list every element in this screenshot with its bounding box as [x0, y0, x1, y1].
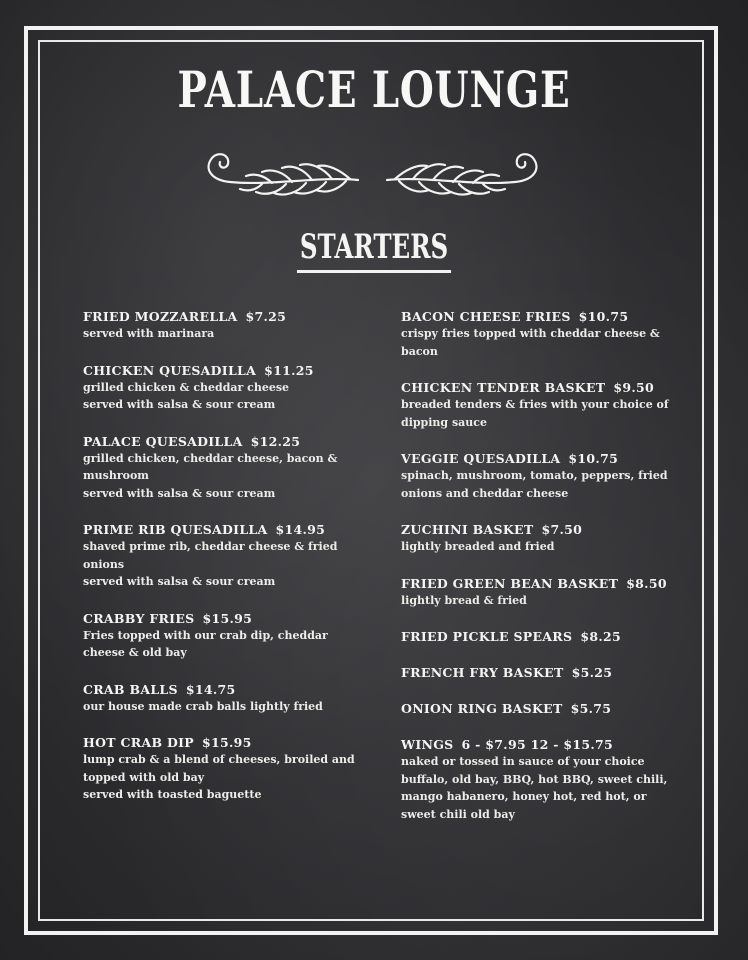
- menu-item: [83, 308, 368, 343]
- menu-item: [401, 736, 681, 823]
- menu-item-description: mango habanero, honey hot, red hot, or: [401, 790, 647, 803]
- menu-item-description: onions and cheddar cheese: [401, 486, 569, 500]
- menu-item: [83, 433, 368, 503]
- menu-item-description: lightly bread & fried: [401, 593, 527, 607]
- menu-item-heading: [83, 734, 368, 751]
- menu-item-description: served with marinara: [83, 327, 215, 340]
- menu-item-description: grilled chicken, cheddar cheese, bacon &: [83, 451, 338, 465]
- menu-item: [83, 362, 368, 414]
- menu-item-heading: [401, 736, 681, 753]
- menu-item-name: ONION RING BASKET: [401, 701, 563, 716]
- menu-item-description: lightly breaded and fried: [401, 540, 555, 553]
- menu-item: [401, 308, 681, 360]
- menu-item: [401, 664, 681, 681]
- menu-item-heading: [401, 700, 681, 717]
- menu-item-description: served with salsa & sour cream: [83, 486, 276, 500]
- menu-item: [401, 379, 681, 431]
- menu-item-heading: [401, 308, 681, 325]
- menu-item-heading: [83, 681, 368, 698]
- menu-item-name: BACON CHEESE FRIES: [401, 309, 571, 324]
- menu-item-name: CHICKEN TENDER BASKET: [401, 380, 606, 395]
- menu-item-description: mushroom: [83, 469, 149, 482]
- menu-item-price: $8.50: [626, 575, 667, 591]
- menu-item-heading: [401, 379, 681, 396]
- menu-item: [401, 628, 681, 645]
- menu-item-name: HOT CRAB DIP: [83, 735, 194, 750]
- menu-item-price: $7.50: [541, 522, 583, 537]
- menu-item-description: spinach, mushroom, tomato, peppers, fried: [401, 469, 668, 482]
- section-heading: [0, 226, 748, 273]
- menu-item-name: VEGGIE QUESADILLA: [401, 451, 561, 466]
- menu-item-heading: [83, 433, 368, 450]
- menu-item: [83, 521, 368, 591]
- menu-item-name: CHICKEN QUESADILLA: [83, 362, 257, 378]
- menu-item-price: $11.25: [264, 362, 314, 378]
- menu-item-description: naked or tossed in sauce of your choice: [401, 755, 645, 768]
- left-menu-column: [83, 308, 368, 804]
- menu-item-heading: [83, 308, 368, 325]
- menu-item: [401, 575, 681, 610]
- menu-item-name: PALACE QUESADILLA: [83, 433, 243, 449]
- menu-item-heading: [401, 628, 681, 645]
- menu-item-description: shaved prime rib, cheddar cheese & fried: [83, 540, 338, 553]
- menu-item-name: FRENCH FRY BASKET: [401, 665, 564, 680]
- menu-item-price: $9.50: [613, 380, 655, 395]
- menu-item-name: WINGS: [401, 737, 454, 752]
- menu-item: [401, 450, 681, 502]
- menu-item-heading: [401, 575, 681, 592]
- menu-item-description: served with salsa & sour cream: [83, 398, 276, 411]
- menu-item-description: topped with old bay: [83, 770, 205, 784]
- menu-item-description: cheese & old bay: [83, 646, 187, 659]
- menu-item: [83, 734, 368, 804]
- menu-item-heading: [401, 450, 681, 467]
- menu-item-description: breaded tenders & fries with your choice of: [401, 398, 669, 411]
- right-menu-column: [401, 308, 681, 823]
- menu-item-price: 6 - $7.95 12 - $15.75: [461, 737, 614, 752]
- menu-item-price: $10.75: [578, 309, 629, 324]
- menu-item-description: buffalo, old bay, BBQ, hot BBQ, sweet chili,: [401, 772, 668, 786]
- menu-item-description: served with toasted baguette: [83, 788, 262, 801]
- menu-item: [83, 610, 368, 662]
- menu-item-price: $15.95: [202, 735, 252, 750]
- menu-item-description: sweet chili old bay: [401, 807, 515, 821]
- menu-item-name: ZUCHINI BASKET: [401, 522, 534, 537]
- menu-item-description: dipping sauce: [401, 415, 487, 429]
- menu-item-price: $10.75: [568, 451, 619, 466]
- menu-item-price: $7.25: [245, 309, 287, 324]
- section-title: STARTERS: [297, 226, 451, 273]
- menu-item-price: $5.75: [570, 701, 612, 716]
- menu-item: [83, 681, 368, 716]
- restaurant-title: PALACE LOUNGE: [177, 60, 571, 119]
- menu-item-description: Fries topped with our crab dip, cheddar: [83, 628, 328, 642]
- menu-item-price: $15.95: [202, 610, 253, 626]
- menu-item-heading: [83, 362, 368, 379]
- flourish-icon: [200, 142, 545, 204]
- menu-item: [401, 700, 681, 717]
- menu-item-description: our house made crab balls lightly fried: [83, 699, 323, 713]
- menu-item-price: $12.25: [250, 433, 301, 449]
- menu-item-description: onions: [83, 557, 125, 571]
- menu-item-name: FRIED PICKLE SPEARS: [401, 629, 573, 644]
- menu-item-heading: [401, 664, 681, 681]
- menu-item-description: lump crab & a blend of cheeses, broiled and: [83, 753, 355, 766]
- menu-item-heading: [83, 521, 368, 538]
- menu-item-name: CRAB BALLS: [83, 681, 178, 697]
- menu-item-price: $5.25: [571, 665, 613, 680]
- menu-item-name: PRIME RIB QUESADILLA: [83, 522, 268, 537]
- menu-item-price: $14.95: [275, 522, 326, 537]
- menu-item-heading: [401, 521, 681, 538]
- menu-item-description: served with salsa & sour cream: [83, 575, 276, 588]
- menu-item-description: bacon: [401, 344, 438, 358]
- menu-item: [401, 521, 681, 556]
- menu-item-description: crispy fries topped with cheddar cheese &: [401, 327, 660, 340]
- menu-item-heading: [83, 610, 368, 627]
- menu-item-name: FRIED MOZZARELLA: [83, 309, 238, 324]
- menu-item-name: FRIED GREEN BEAN BASKET: [401, 575, 619, 591]
- menu-item-price: $8.25: [580, 629, 621, 644]
- menu-item-description: grilled chicken & cheddar cheese: [83, 380, 290, 394]
- menu-item-name: CRABBY FRIES: [83, 610, 195, 626]
- menu-item-price: $14.75: [185, 681, 236, 697]
